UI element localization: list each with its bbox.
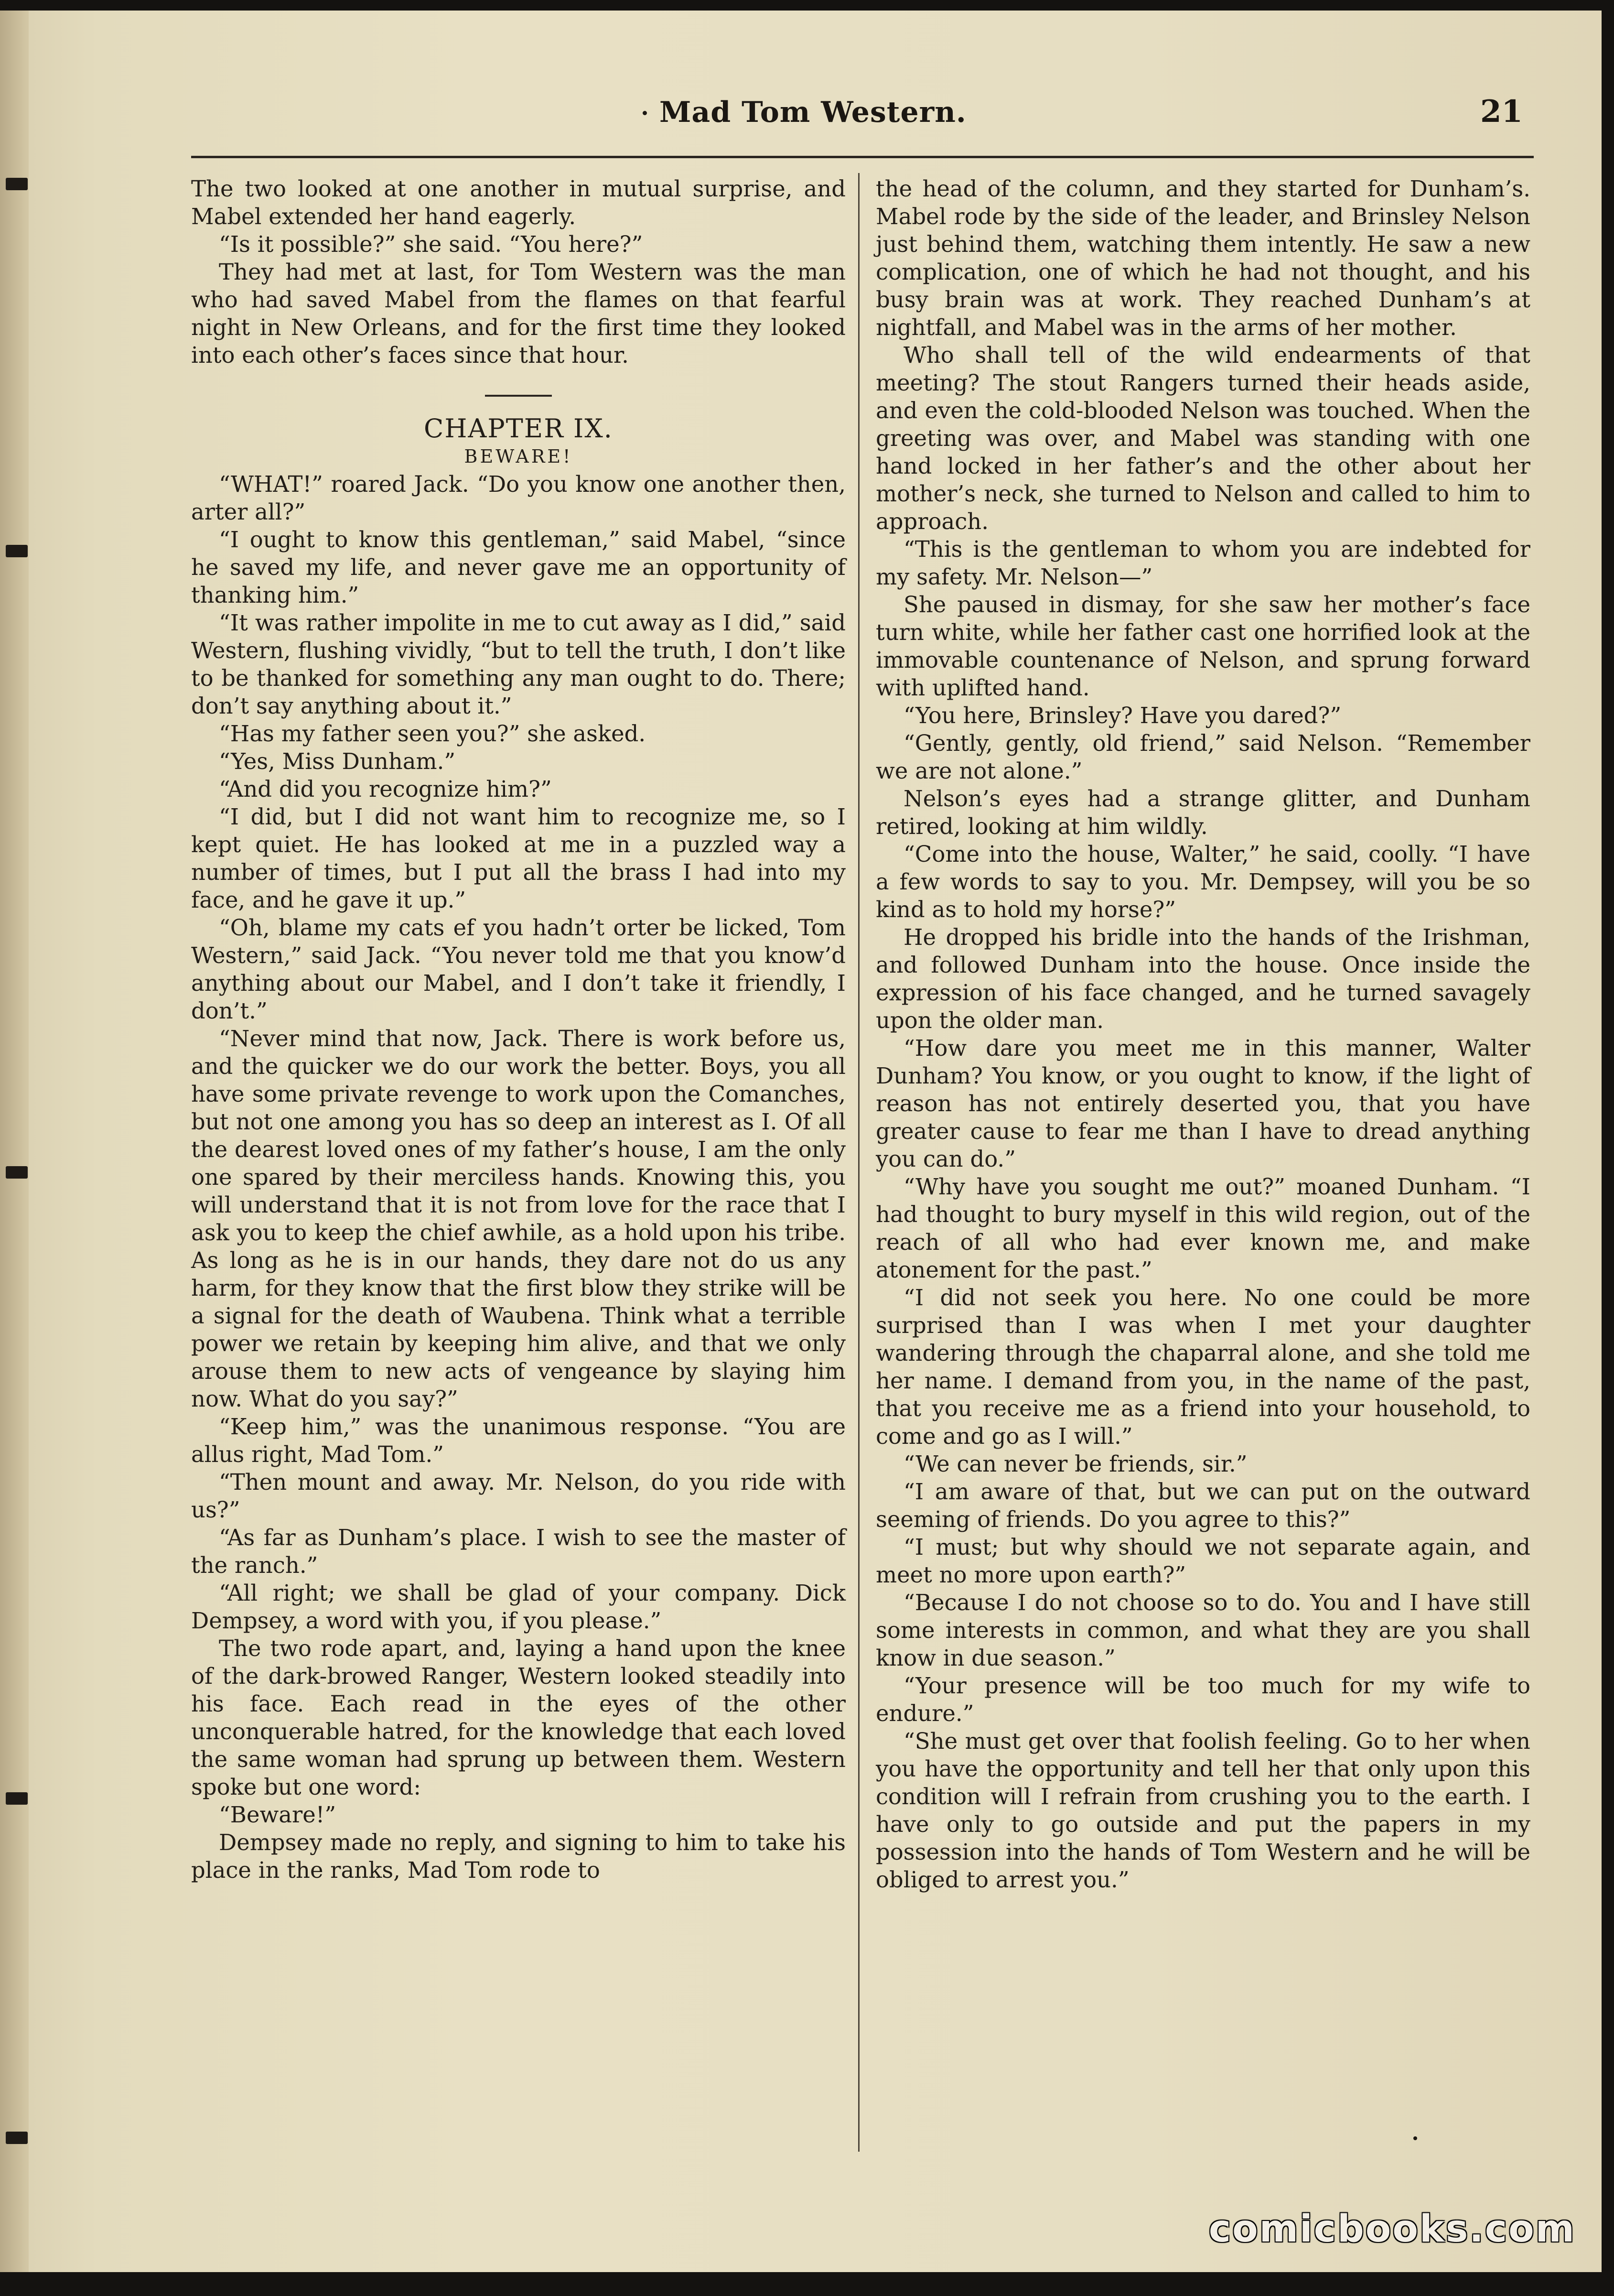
paragraph: “Because I do not choose so to do. You and I have still some interests in common, and what they are you shall know in due season.” — [876, 1590, 1530, 1671]
paragraph: They had met at last, for Tom Western was the man who had saved Mabel from the flames on that fearful night in New Orleans, and for the first time they looked into each other’s faces since that hour. — [191, 259, 846, 368]
binding-stitch — [6, 1792, 28, 1805]
paragraph: The two rode apart, and, laying a hand upon the knee of the dark-browed Ranger, Western looked steadily into his face. Each read in the eyes of the other unconquerable hatred, for the knowledge that each loved the same woman had sprung up between them. Western spoke but one word: — [191, 1635, 846, 1800]
paragraph: “We can never be friends, sir.” — [904, 1451, 1248, 1477]
paragraph: “Has my father seen you?” she asked. — [219, 721, 646, 747]
paragraph: “I must; but why should we not separate again, and meet no more upon earth?” — [876, 1534, 1530, 1588]
paragraph: “She must get over that foolish feeling. Go to her when you have the opportunity and tell her that only upon this condition will I refrain from crushing you to the earth. I have only to go outside and put the papers in my possession into the hands of Tom Western and he will be obliged to arrest you.” — [876, 1728, 1530, 1893]
paragraph: the head of the column, and they started for Dunham’s. Mabel rode by the side of the leader, and Brinsley Nelson just behind them, watching them intently. He saw a new complication, one of which he had not thought, and his busy brain was at work. They reached Dunham’s at nightfall, and Mabel was in the arms of her mother. — [876, 176, 1530, 340]
column-divider — [858, 173, 860, 2152]
paragraph: “Come into the house, Walter,” he said, coolly. “I have a few words to say to you. Mr. Dempsey, will you be so kind as to hold my horse?” — [876, 841, 1530, 922]
right-column — [876, 175, 1530, 1894]
paragraph: “As far as Dunham’s place. I wish to see the master of the ranch.” — [191, 1525, 846, 1578]
left-paragraphs-after — [191, 470, 846, 1884]
chapter-heading: CHAPTER IX. — [424, 413, 613, 444]
paragraph: “Never mind that now, Jack. There is work before us, and the quicker we do our work the better. Boys, you all have some private revenge to work upon the Comanches, but not one among you has so deep an interest as I. Of all the dearest loved ones of my father’s house, I am the only one spared by their merciless hands. Knowing this, you will understand that it is not from love for the race that I ask you to keep the chief awhile, as a hold upon his tribe. As long as he is in our hands, they dare not do us any harm, for they know that the first blow they strike will be a signal for the death of Waubena. Think what a terrible power we retain by keeping him alive, and that we only arouse them to new acts of vengeance by slaying him now. What do you say?” — [191, 1026, 846, 1412]
paragraph: “How dare you meet me in this manner, Walter Dunham? You know, or you ought to know, if the light of reason has not entirely deserted you, that you have greater cause to fear me than I have to dread anything you can do.” — [876, 1035, 1530, 1172]
paragraph: “All right; we shall be glad of your company. Dick Dempsey, a word with you, if you please.” — [191, 1580, 846, 1634]
paragraph: He dropped his bridle into the hands of the Irishman, and followed Dunham into the house. Once inside the expression of his face changed, and he turned savagely upon the older man. — [876, 924, 1530, 1033]
paragraph: “Is it possible?” she said. “You here?” — [219, 231, 643, 257]
chapter-subtitle: BEWARE! — [464, 446, 573, 467]
paragraph: She paused in dismay, for she saw her mother’s face turn white, while her father cast one horrified look at the immovable countenance of Nelson, and sprung forward with uplifted hand. — [876, 592, 1530, 701]
left-paragraphs-before — [191, 175, 846, 369]
paragraph: “I did not seek you here. No one could be more surprised than I was when I met your daughter wandering through the chaparral alone, and she told me her name. I demand from you, in the name of the past, that you receive me as a friend into your household, to come and go as I will.” — [876, 1285, 1530, 1449]
paragraph: “Gently, gently, old friend,” said Nelson. “Remember we are not alone.” — [876, 730, 1530, 784]
paragraph: “Keep him,” was the unanimous response. “You are allus right, Mad Tom.” — [191, 1414, 846, 1467]
running-head-title: Mad Tom Western. — [659, 96, 967, 129]
paragraph: “Beware!” — [219, 1802, 336, 1828]
page-number: 21 — [1480, 94, 1523, 130]
paragraph: “And did you recognize him?” — [219, 776, 552, 802]
page-binding-edge — [0, 0, 29, 2296]
paragraph: The two looked at one another in mutual surprise, and Mabel extended her hand eagerly. — [191, 176, 846, 229]
binding-stitch — [6, 545, 28, 557]
scan-border-top — [0, 0, 1614, 11]
scan-border-bottom — [0, 2272, 1614, 2296]
paragraph: “Yes, Miss Dunham.” — [219, 748, 456, 774]
paragraph: Nelson’s eyes had a strange glitter, and Dunham retired, looking at him wildly. — [876, 786, 1530, 839]
ink-speck — [1413, 2136, 1417, 2140]
header-bullet — [643, 111, 647, 115]
scan-border-right — [1602, 0, 1614, 2296]
header-rule — [191, 156, 1534, 158]
right-paragraphs — [876, 175, 1530, 1894]
paragraph: “Oh, blame my cats ef you hadn’t orter be licked, Tom Western,” said Jack. “You never told me that you know’d anything about our Mabel, and I don’t take it friendly, I don’t.” — [191, 915, 846, 1024]
paragraph: “It was rather impolite in me to cut away as I did,” said Western, flushing vividly, “but to tell the truth, I don’t like to be thanked for something any man ought to do. There; don’t say anything about it.” — [191, 610, 846, 719]
binding-stitch — [6, 178, 28, 190]
paragraph: “I ought to know this gentleman,” said Mabel, “since he saved my life, and never gave me an opportunity of thanking him.” — [191, 527, 846, 608]
paragraph: “I am aware of that, but we can put on the outward seeming of friends. Do you agree to this?” — [876, 1479, 1530, 1532]
paragraph: Dempsey made no reply, and signing to him to take his place in the ranks, Mad Tom rode to — [191, 1830, 846, 1883]
binding-stitch — [6, 1166, 28, 1179]
paragraph: “I did, but I did not want him to recognize me, so I kept quiet. He has looked at me in a puzzled way a number of times, but I put all the brass I had into my face, and he gave it up.” — [191, 804, 846, 913]
paragraph: Who shall tell of the wild endearments of that meeting? The stout Rangers turned their heads aside, and even the cold-blooded Nelson was touched. When the greeting was over, and Mabel was standing with one hand locked in her father’s and the other about her mother’s neck, she turned to Nelson and called to him to approach. — [876, 342, 1530, 534]
section-divider — [485, 395, 552, 397]
paragraph: “Why have you sought me out?” moaned Dunham. “I had thought to bury myself in this wild region, out of the reach of all who had ever known me, and make atonement for the past.” — [876, 1174, 1530, 1283]
binding-stitch — [6, 2132, 28, 2144]
watermark: comicbooks.com — [1208, 2208, 1576, 2251]
paragraph: “Your presence will be too much for my wife to endure.” — [876, 1673, 1530, 1726]
paragraph: “You here, Brinsley? Have you dared?” — [904, 703, 1342, 728]
paragraph: “Then mount and away. Mr. Nelson, do you ride with us?” — [191, 1469, 846, 1523]
paragraph: “WHAT!” roared Jack. “Do you know one another then, arter all?” — [191, 471, 846, 525]
left-column — [191, 175, 846, 1884]
paragraph: “This is the gentleman to whom you are indebted for my safety. Mr. Nelson—” — [876, 536, 1530, 590]
